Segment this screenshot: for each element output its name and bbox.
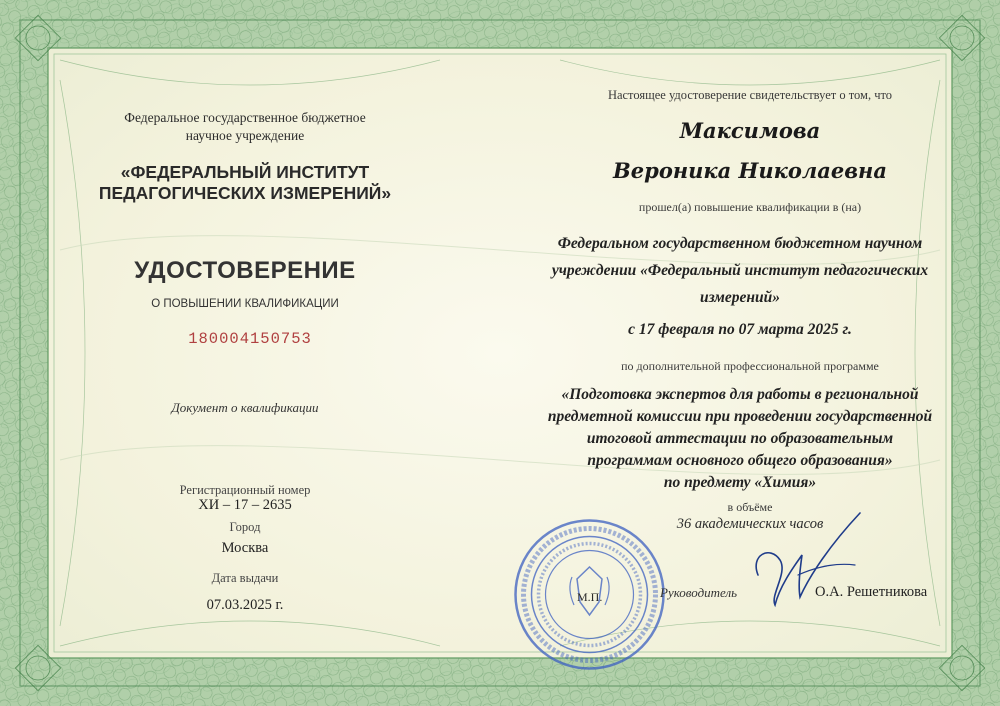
org-name-line-2: ПЕДАГОГИЧЕСКИХ ИЗМЕРЕНИЙ» bbox=[98, 183, 392, 203]
issue-date-value: 07.03.2025 г. bbox=[206, 597, 284, 613]
program-line-3: итоговой аттестации по образовательным bbox=[586, 430, 894, 447]
program-line-2: предметной комиссии при проведении государственной bbox=[547, 408, 933, 425]
director-name: О.А. Решетникова bbox=[815, 584, 928, 600]
volume-label: в объёме bbox=[727, 500, 773, 514]
program-line-5: по предмету «Химия» bbox=[663, 474, 817, 491]
recipient-surname: Максимова bbox=[679, 118, 821, 143]
institution-line-1: Федеральном государственном бюджетном научном bbox=[557, 235, 923, 252]
certificate-intro: Настоящее удостоверение свидетельствует о том, что bbox=[607, 88, 893, 102]
program-name bbox=[515, 384, 965, 494]
organization-name bbox=[80, 162, 410, 204]
director-label: Руководитель bbox=[660, 585, 738, 600]
org-line-1: Федеральное государственное бюджетное bbox=[124, 110, 366, 125]
stamp-placeholder: М.П. bbox=[577, 590, 603, 604]
volume-value: 36 академических часов bbox=[676, 516, 824, 532]
organization-type bbox=[100, 109, 390, 145]
city-label: Город bbox=[229, 520, 261, 534]
program-label: по дополнительной профессиональной программе bbox=[621, 359, 879, 373]
registration-label: Регистрационный номер bbox=[179, 483, 311, 497]
issue-date-label: Дата выдачи bbox=[211, 571, 279, 585]
institution-line-2: учреждении «Федеральный институт педагогических bbox=[551, 262, 929, 279]
certificate-subtitle: О ПОВЫШЕНИИ КВАЛИФИКАЦИИ bbox=[151, 298, 339, 310]
training-period: с 17 февраля по 07 марта 2025 г. bbox=[628, 321, 852, 338]
certificate-title: УДОСТОВЕРЕНИЕ bbox=[134, 257, 356, 284]
org-name-line-1: «ФЕДЕРАЛЬНЫЙ ИНСТИТУТ bbox=[120, 162, 370, 182]
org-line-2: научное учреждение bbox=[185, 128, 305, 143]
passed-label: прошел(а) повышение квалификации в (на) bbox=[638, 200, 862, 214]
program-line-1: «Подготовка экспертов для работы в региональной bbox=[561, 386, 919, 403]
program-line-4: программам основного общего образования» bbox=[587, 452, 893, 469]
document-type: Документ о квалификации bbox=[171, 400, 319, 415]
city-value: Москва bbox=[221, 540, 269, 556]
registration-value: ХИ – 17 – 2635 bbox=[198, 497, 292, 513]
institution-line-3: измерений» bbox=[699, 289, 780, 306]
recipient-given-names: Вероника Николаевна bbox=[613, 158, 887, 183]
institution-name bbox=[520, 230, 960, 311]
certificate-number: 180004150753 bbox=[188, 330, 312, 348]
